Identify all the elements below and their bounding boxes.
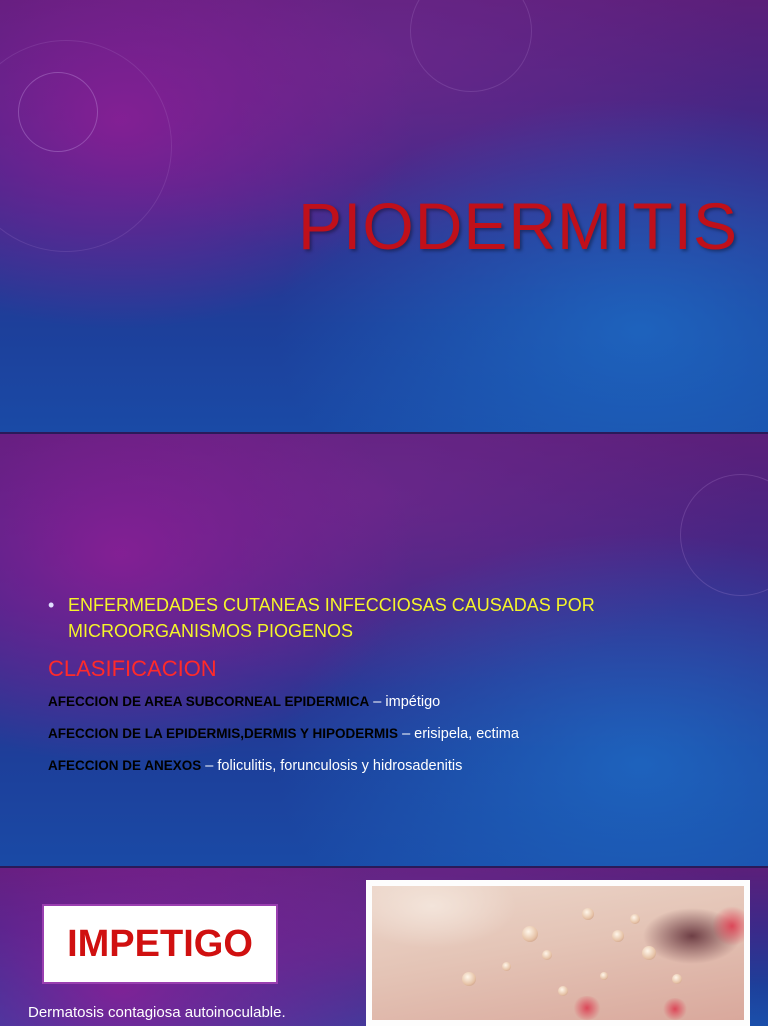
classification-value: – impétigo [369, 694, 441, 710]
skin-lesion-photo [366, 880, 750, 1026]
classification-heading: CLASIFICACION [48, 656, 217, 681]
classification-value: – erisipela, ectima [398, 726, 519, 742]
classification-key: AFECCION DE ANEXOS [48, 758, 202, 773]
classification-key: AFECCION DE LA EPIDERMIS,DERMIS Y HIPODERMIS [48, 726, 399, 741]
decorative-circle [0, 40, 172, 252]
classification-key: AFECCION DE AREA SUBCORNEAL EPIDERMICA [48, 694, 370, 709]
classification-item [48, 726, 519, 742]
classification-item [48, 694, 440, 710]
slide-classification [0, 432, 768, 868]
impetigo-title: IMPETIGO [67, 922, 253, 965]
classification-value: – foliculitis, forunculosis y hidrosadenitis [201, 758, 463, 774]
slide-title [0, 0, 768, 432]
bullet-text: ENFERMEDADES CUTANEAS INFECCIOSAS CAUSADAS POR MICROORGANISMOS PIOGENOS [68, 595, 595, 641]
bullet-marker: • [48, 595, 55, 615]
skin-lesion-image [372, 886, 744, 1020]
slide-impetigo [0, 866, 768, 1026]
decorative-circle [680, 474, 768, 596]
classification-item [48, 758, 462, 774]
decorative-circle [410, 0, 532, 92]
slide-title-text: PIODERMITIS [298, 189, 739, 263]
impetigo-title-box [42, 904, 278, 984]
bullet-item [48, 592, 728, 644]
impetigo-description: Dermatosis contagiosa autoinoculable. [28, 1004, 286, 1021]
